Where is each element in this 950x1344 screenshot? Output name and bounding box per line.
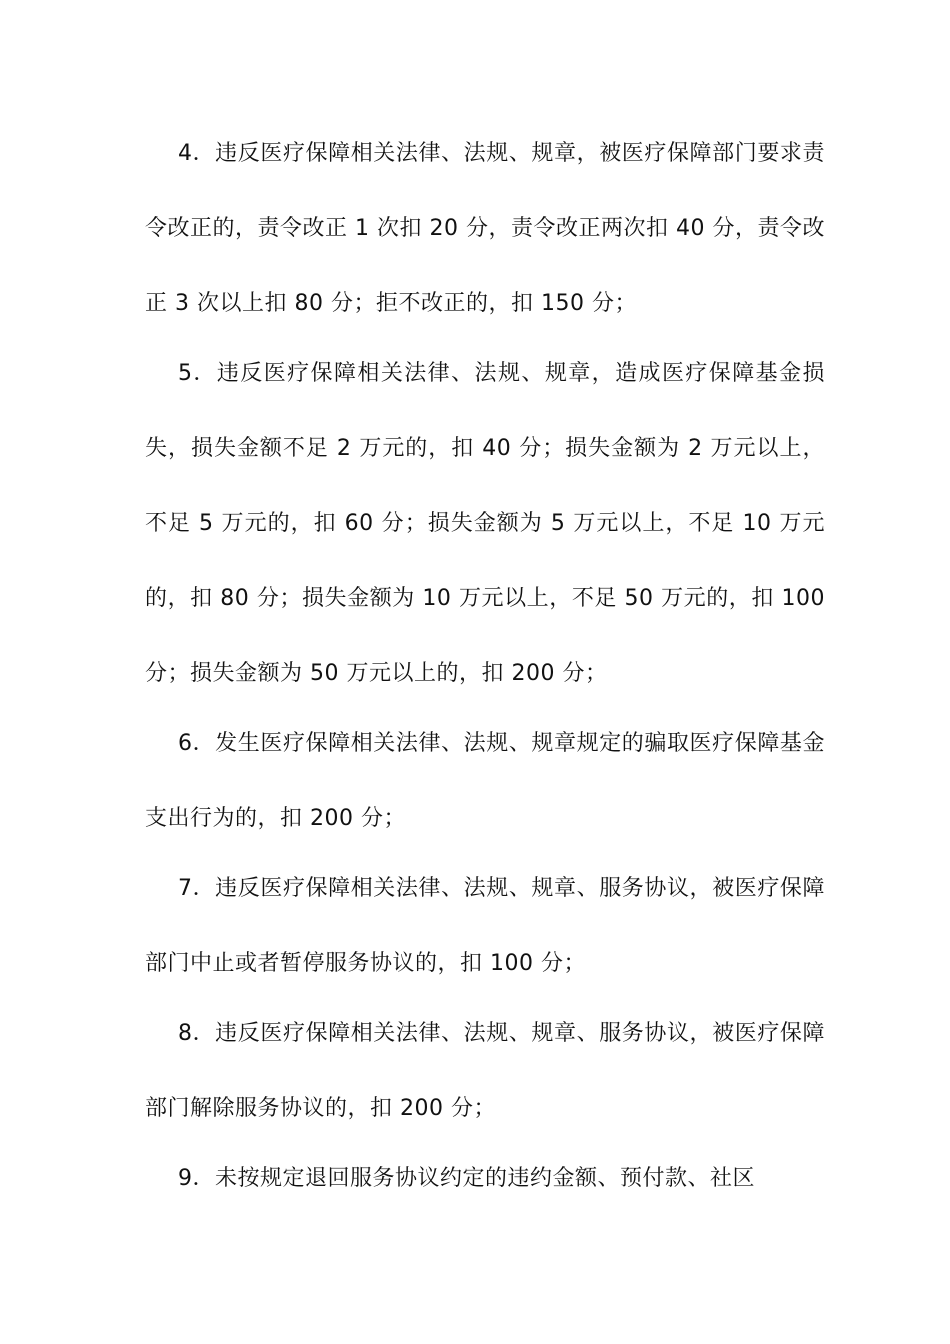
paragraph-item-7: 7．违反医疗保障相关法律、法规、规章、服务协议，被医疗保障部门中止或者暂停服务协议的，扣 100 分； <box>145 876 825 976</box>
paragraph-item-5: 5．违反医疗保障相关法律、法规、规章，造成医疗保障基金损失，损失金额不足 2 万元的，扣 40 分；损失金额为 2 万元以上，不足 5 万元的，扣 60 分；损失金额为 5 万元以上，不足 10 万元的，扣 80 分；损失金额为 10 万元以上，不足 50 万元的，扣 100 分；损失金额为 50 万元以上的，扣 200 分； <box>145 361 825 686</box>
paragraph-item-6: 6．发生医疗保障相关法律、法规、规章规定的骗取医疗保障基金支出行为的，扣 200 分； <box>145 731 825 831</box>
paragraph-item-9: 9．未按规定退回服务协议约定的违约金额、预付款、社区 <box>178 1166 755 1191</box>
document-body <box>145 116 825 1211</box>
paragraph-item-4: 4．违反医疗保障相关法律、法规、规章，被医疗保障部门要求责令改正的，责令改正 1 次扣 20 分，责令改正两次扣 40 分，责令改正 3 次以上扣 80 分；拒不改正的，扣 150 分； <box>145 141 825 316</box>
paragraph-item-8: 8．违反医疗保障相关法律、法规、规章、服务协议，被医疗保障部门解除服务协议的，扣 200 分； <box>145 1021 825 1121</box>
